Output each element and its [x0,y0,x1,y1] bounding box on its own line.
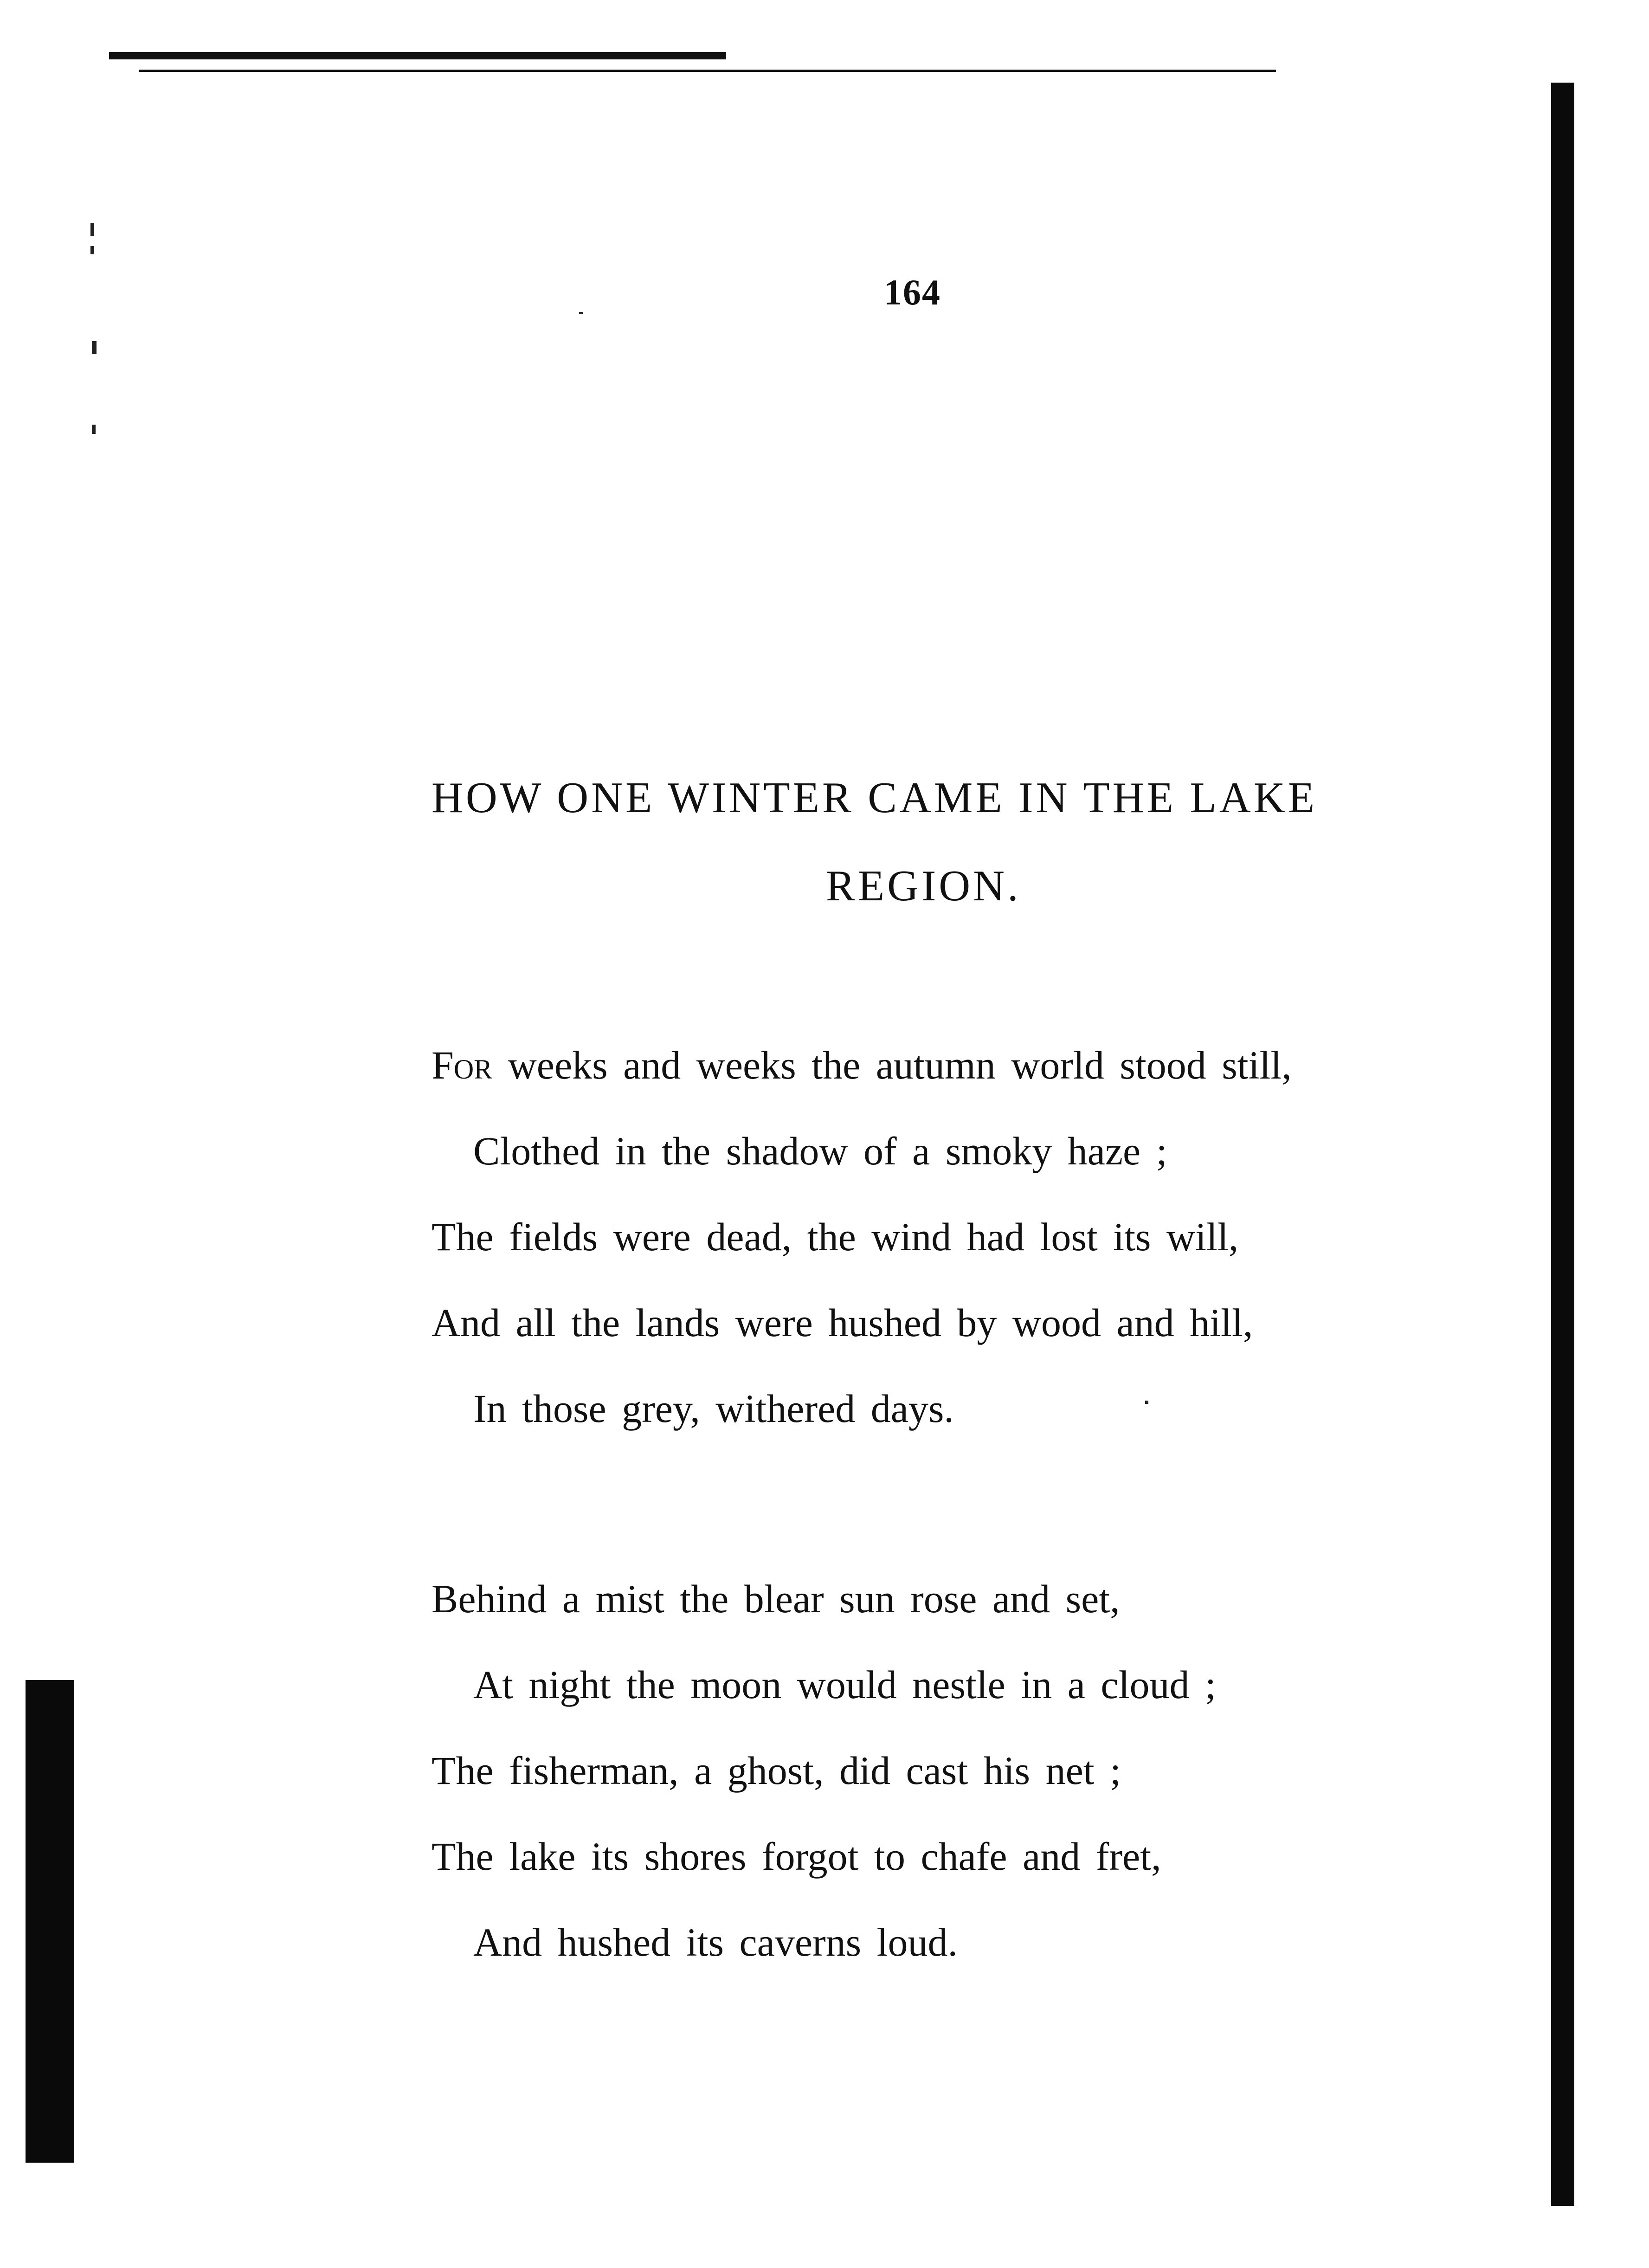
scan-speck [90,246,94,254]
poem-line: The fields were dead, the wind had lost its will, [432,1215,1239,1259]
poem-line-lead: For [432,1043,493,1087]
poem-line: Behind a mist the blear sun rose and set, [432,1577,1120,1621]
poem-title-continued: REGION. [826,862,1021,910]
poem-line: The fisherman, a ghost, did cast his net ; [432,1748,1121,1793]
scan-rule-top [139,70,1276,72]
poem-line: At night the moon would nestle in a cloud ; [473,1662,1216,1707]
scan-speck [1145,1401,1148,1404]
poem-line: And hushed its caverns loud. [473,1920,958,1964]
scan-speck [92,341,97,354]
poem-line: The lake its shores forgot to chafe and fret, [432,1834,1161,1879]
scan-speck [90,223,94,236]
poem-line-text: weeks and weeks the autumn world stood still, [492,1043,1292,1087]
poem-line: In those grey, withered days. [473,1386,954,1431]
poem-title: HOW ONE WINTER CAME IN THE LAKE [432,774,1318,822]
scan-speck [92,425,96,434]
poem-line [432,1042,1292,1088]
page-number: 164 [884,272,941,312]
poem-line: Clothed in the shadow of a smoky haze ; [473,1129,1167,1173]
scan-border-top [109,52,726,59]
poem-line: And all the lands were hushed by wood and hill, [432,1300,1253,1345]
scan-speck [579,312,583,314]
scan-edge-right [1551,83,1574,2206]
scan-edge-left [26,1680,74,2163]
